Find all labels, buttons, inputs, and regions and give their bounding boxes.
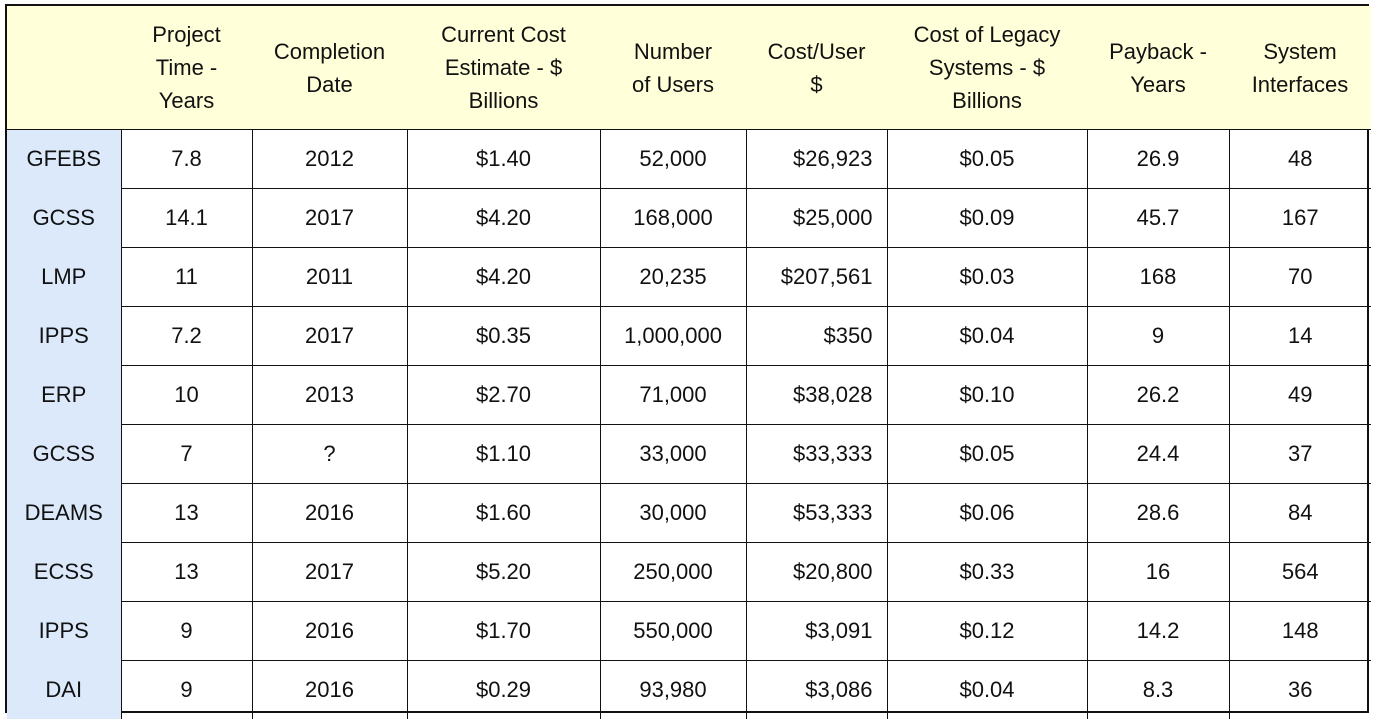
data-cell: ? [252,425,407,484]
data-cell: 2017 [252,543,407,602]
data-cell: $0.04 [887,307,1087,366]
data-cell: 7 [121,425,252,484]
data-cell: $1.70 [407,602,600,661]
data-cell: 20,235 [600,248,746,307]
data-cell: 49 [1229,366,1371,425]
data-cell: 14.1 [121,189,252,248]
data-cell: 26.9 [1087,130,1229,189]
row-label-cell: IPPS [7,602,121,661]
data-cell: $0.12 [887,602,1087,661]
data-cell: 13 [121,484,252,543]
data-cell: 2013 [252,366,407,425]
table-row [7,130,1371,189]
data-cell: 24.4 [1087,425,1229,484]
data-cell: 9 [1087,307,1229,366]
data-cell: 2012 [252,130,407,189]
data-cell: 37 [1229,425,1371,484]
data-cell: $1.60 [407,484,600,543]
data-cell: 9 [121,602,252,661]
column-header: Cost of Legacy Systems - $ Billions [887,6,1087,130]
data-cell: $2.70 [407,366,600,425]
data-cell: 2017 [252,189,407,248]
data-cell: $25,000 [746,189,887,248]
data-cell: 28.6 [1087,484,1229,543]
row-label-cell: ERP [7,366,121,425]
data-cell: 2016 [252,484,407,543]
data-cell: $350 [746,307,887,366]
data-cell: $3,086 [746,661,887,719]
data-cell: 36 [1229,661,1371,719]
data-cell: $20,800 [746,543,887,602]
table-row [7,248,1371,307]
column-header: Number of Users [600,6,746,130]
data-cell: 2016 [252,602,407,661]
data-cell: $0.09 [887,189,1087,248]
data-cell: 167 [1229,189,1371,248]
data-cell: 26.2 [1087,366,1229,425]
table-row [7,307,1371,366]
data-cell: $5.20 [407,543,600,602]
column-header: Payback - Years [1087,6,1229,130]
row-label-cell: IPPS [7,307,121,366]
data-cell: 11 [121,248,252,307]
data-cell: $0.33 [887,543,1087,602]
data-cell: 70 [1229,248,1371,307]
data-cell: $0.29 [407,661,600,719]
project-cost-table [7,6,1371,719]
data-cell: 550,000 [600,602,746,661]
data-cell: 9 [121,661,252,719]
data-cell: $207,561 [746,248,887,307]
data-cell: 14.2 [1087,602,1229,661]
data-cell: 564 [1229,543,1371,602]
data-cell: 2011 [252,248,407,307]
column-header: Completion Date [252,6,407,130]
table-row [7,366,1371,425]
row-label-cell: LMP [7,248,121,307]
data-table-container [5,4,1369,713]
data-cell: 33,000 [600,425,746,484]
table-header [7,6,1371,130]
data-cell: $0.04 [887,661,1087,719]
table-row [7,484,1371,543]
data-cell: 45.7 [1087,189,1229,248]
data-cell: $0.05 [887,130,1087,189]
table-row [7,602,1371,661]
row-label-cell: DEAMS [7,484,121,543]
data-cell: 30,000 [600,484,746,543]
data-cell: $38,028 [746,366,887,425]
table-row [7,661,1371,719]
table-body [7,130,1371,719]
data-cell: $26,923 [746,130,887,189]
data-cell: 71,000 [600,366,746,425]
data-cell: $1.40 [407,130,600,189]
row-label-cell: DAI [7,661,121,719]
data-cell: 16 [1087,543,1229,602]
table-row [7,425,1371,484]
data-cell: $0.06 [887,484,1087,543]
data-cell: 10 [121,366,252,425]
table-row [7,543,1371,602]
data-cell: 13 [121,543,252,602]
data-cell: $0.03 [887,248,1087,307]
row-label-cell: GFEBS [7,130,121,189]
data-cell: 48 [1229,130,1371,189]
data-cell: $33,333 [746,425,887,484]
data-cell: $0.05 [887,425,1087,484]
header-row [7,6,1371,130]
column-header: Project Time - Years [121,6,252,130]
data-cell: 250,000 [600,543,746,602]
column-header: System Interfaces [1229,6,1371,130]
row-label-cell: GCSS [7,425,121,484]
data-cell: 7.2 [121,307,252,366]
data-cell: 8.3 [1087,661,1229,719]
data-cell: 2016 [252,661,407,719]
data-cell: $4.20 [407,189,600,248]
data-cell: $0.10 [887,366,1087,425]
data-cell: 93,980 [600,661,746,719]
data-cell: $1.10 [407,425,600,484]
column-header: Cost/User $ [746,6,887,130]
data-cell: $3,091 [746,602,887,661]
data-cell: 2017 [252,307,407,366]
corner-header-cell [7,6,121,130]
data-cell: $0.35 [407,307,600,366]
data-cell: 168 [1087,248,1229,307]
data-cell: 84 [1229,484,1371,543]
table-row [7,189,1371,248]
row-label-cell: ECSS [7,543,121,602]
data-cell: 14 [1229,307,1371,366]
data-cell: 1,000,000 [600,307,746,366]
column-header: Current Cost Estimate - $ Billions [407,6,600,130]
row-label-cell: GCSS [7,189,121,248]
data-cell: 168,000 [600,189,746,248]
data-cell: 52,000 [600,130,746,189]
data-cell: 148 [1229,602,1371,661]
data-cell: $4.20 [407,248,600,307]
data-cell: 7.8 [121,130,252,189]
data-cell: $53,333 [746,484,887,543]
